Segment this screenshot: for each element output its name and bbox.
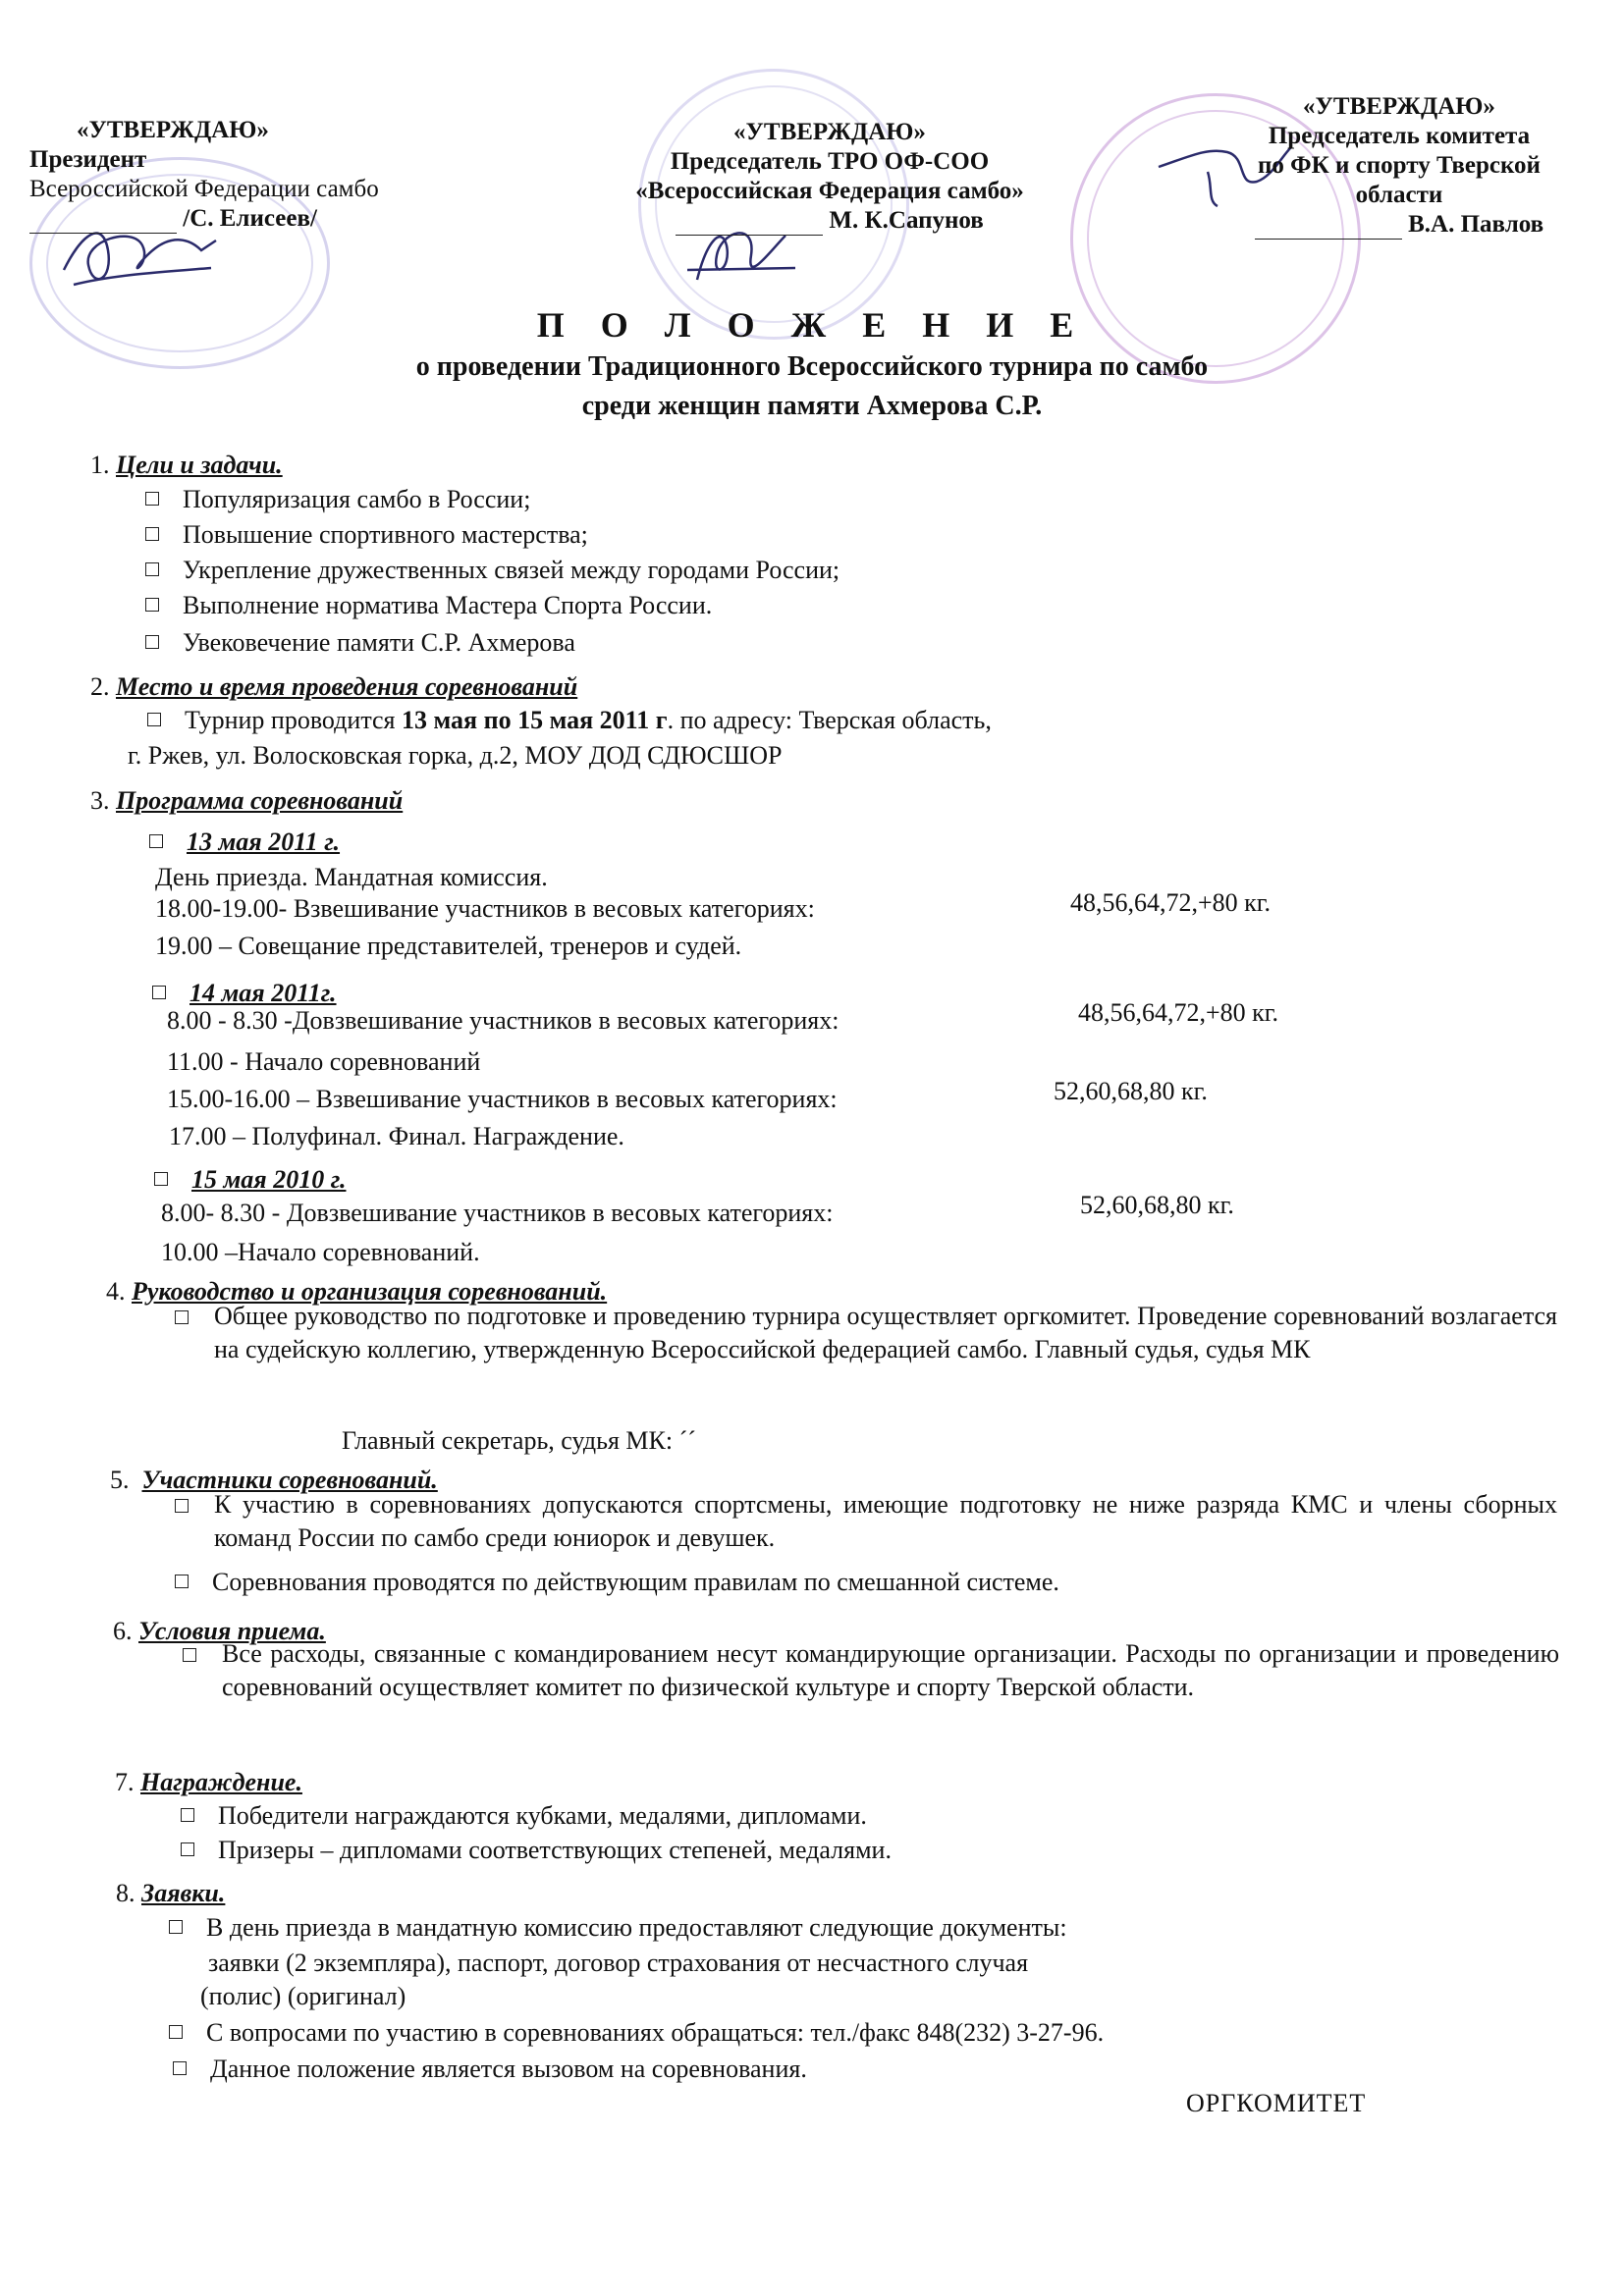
list-item: Увековечение памяти С.Р. Ахмерова [145,627,575,659]
document-subtitle: о проведении Традиционного Всероссийского турнира по самбо [415,351,1209,382]
bullet-icon [169,2025,183,2039]
signature-line [29,211,177,234]
section-3-heading: 3. Программа соревнований [90,786,404,815]
list-item: Призеры – дипломами соответствующих степеней, медалями. [181,1835,892,1866]
bullet-icon [149,834,163,848]
approval-block-chairman-tro [574,118,1085,236]
list-item: Повышение спортивного мастерства; [145,519,588,551]
bullet-icon [175,1499,189,1513]
section-6-heading: 6. Условия приема. [113,1617,326,1645]
section-4-heading: 4. Руководство и организация соревнований. [106,1277,608,1306]
approval-name: /С. Елисеев/ [183,205,317,232]
signature-line [676,213,823,236]
program-line: 19.00 – Совещание представителей, тренеров и судей. [155,932,742,960]
approval-org: по ФК и спорту Тверской [1258,152,1541,179]
section-8-heading: 8. Заявки. [116,1879,226,1907]
approval-role: Председатель комитета [1268,123,1531,149]
approval-heading: «УТВЕРЖДАЮ» [733,119,926,145]
document-title: П О Л О Ж Е Н И Е [536,305,1088,345]
list-item: Победители награждаются кубками, медалями, дипломами. [181,1800,867,1832]
bullet-icon [183,1648,196,1662]
program-line: 8.00- 8.30 - Довзвешивание участников в весовых категориях: [161,1199,834,1227]
approval-role: Председатель ТРО ОФ-СОО [670,148,990,175]
venue-address: г. Ржев, ул. Волосковская горка, д.2, МОУ ДОД СДЮСШОР [128,741,783,770]
list-item: С вопросами по участию в соревнованиях обращаться: тел./факс 848(232) 3-27-96. [169,2017,1104,2049]
section-7-heading: 7. Награждение. [115,1768,302,1796]
bullet-icon [181,1842,194,1856]
list-item: В день приезда в мандатную комиссию предоставляют следующие документы: [169,1912,1067,1944]
program-line: 8.00 - 8.30 -Довзвешивание участников в весовых категориях: [167,1006,839,1035]
bullet-icon [152,986,166,999]
section-1-heading: 1. Цели и задачи. [90,451,283,479]
program-day-1: 13 мая 2011 г. [149,827,340,858]
bullet-icon [154,1172,168,1186]
approval-role: Президент [29,146,147,173]
program-line: 15.00-16.00 – Взвешивание участников в весовых категориях: [167,1085,838,1113]
approval-name: М. К.Сапунов [829,207,984,234]
list-item-continuation: заявки (2 экземпляра), паспорт, договор страхования от несчастного случая [208,1949,1029,1977]
bullet-icon [145,527,159,541]
signature-line [1255,217,1402,240]
program-line: 18.00-19.00- Взвешивание участников в весовых категориях: [155,894,815,923]
bullet-icon [145,562,159,576]
list-item: Соревнования проводятся по действующим правилам по смешанной системе. [175,1567,1059,1598]
chief-secretary: Главный секретарь, судья МК: ´´ [342,1426,696,1455]
approval-block-president [29,116,540,234]
section-6-text: Все расходы, связанные с командированием несут командирующие организации. Расходы по организации и проведению соревнований осуществляет комитет по физической культуре и спорту Тверской области. [222,1637,1559,1704]
bullet-icon [175,1575,189,1588]
list-item: К участию в соревнованиях допускаются спортсмены, имеющие подготовку не ниже разряда КМС и члены сборных команд России по самбо среди юниорок и девушек. [214,1488,1557,1555]
list-item: Популяризация самбо в России; [145,484,530,515]
section-4-text: Общее руководство по подготовке и проведению турнира осуществляет оргкомитет. Проведение соревнований возлагается на судейскую коллегию, утвержденную Всероссийской федерацией самбо. Главный судья, судья МК [214,1300,1557,1366]
approval-org-line2: области [1355,182,1443,208]
organizing-committee: ОРГКОМИТЕТ [1186,2089,1367,2117]
approval-heading: «УТВЕРЖДАЮ» [1303,93,1495,120]
venue-line: Турнир проводится 13 мая по 15 мая 2011 г. по адресу: Тверская область, [147,705,992,736]
bullet-icon [145,635,159,649]
weight-categories: 48,56,64,72,+80 кг. [1070,888,1272,917]
program-day-2: 14 мая 2011г. [152,978,337,1009]
approval-block-committee [1213,92,1586,240]
bullet-icon [147,713,161,726]
bullet-icon [181,1808,194,1822]
program-line: 17.00 – Полуфинал. Финал. Награждение. [169,1122,624,1150]
bullet-icon [145,598,159,612]
approval-org: «Всероссийская Федерация самбо» [635,178,1024,204]
list-item-continuation: (полис) (оригинал) [200,1982,406,2010]
approval-name: В.А. Павлов [1408,211,1544,238]
bullet-icon [173,2061,187,2075]
section-2-heading: 2. Место и время проведения соревнований [90,672,578,701]
weight-categories: 52,60,68,80 кг. [1080,1191,1234,1219]
bullet-icon [175,1310,189,1324]
weight-categories: 52,60,68,80 кг. [1054,1077,1208,1105]
weight-categories: 48,56,64,72,+80 кг. [1078,998,1279,1027]
bullet-icon [169,1920,183,1934]
approval-org: Всероссийской Федерации самбо [29,176,379,202]
bullet-icon [145,492,159,506]
program-line: День приезда. Мандатная комиссия. [155,863,548,891]
list-item: Выполнение норматива Мастера Спорта России. [145,590,712,621]
list-item: Данное положение является вызовом на соревнования. [173,2054,807,2085]
program-line: 11.00 - Начало соревнований [167,1047,481,1076]
list-item: Укрепление дружественных связей между городами России; [145,555,839,586]
program-line: 10.00 –Начало соревнований. [161,1238,480,1266]
approval-heading: «УТВЕРЖДАЮ» [77,117,269,143]
section-5-heading: 5. Участники соревнований. [110,1466,438,1494]
document-subtitle-line2: среди женщин памяти Ахмерова С.Р. [581,391,1043,421]
program-day-3: 15 мая 2010 г. [154,1164,346,1196]
